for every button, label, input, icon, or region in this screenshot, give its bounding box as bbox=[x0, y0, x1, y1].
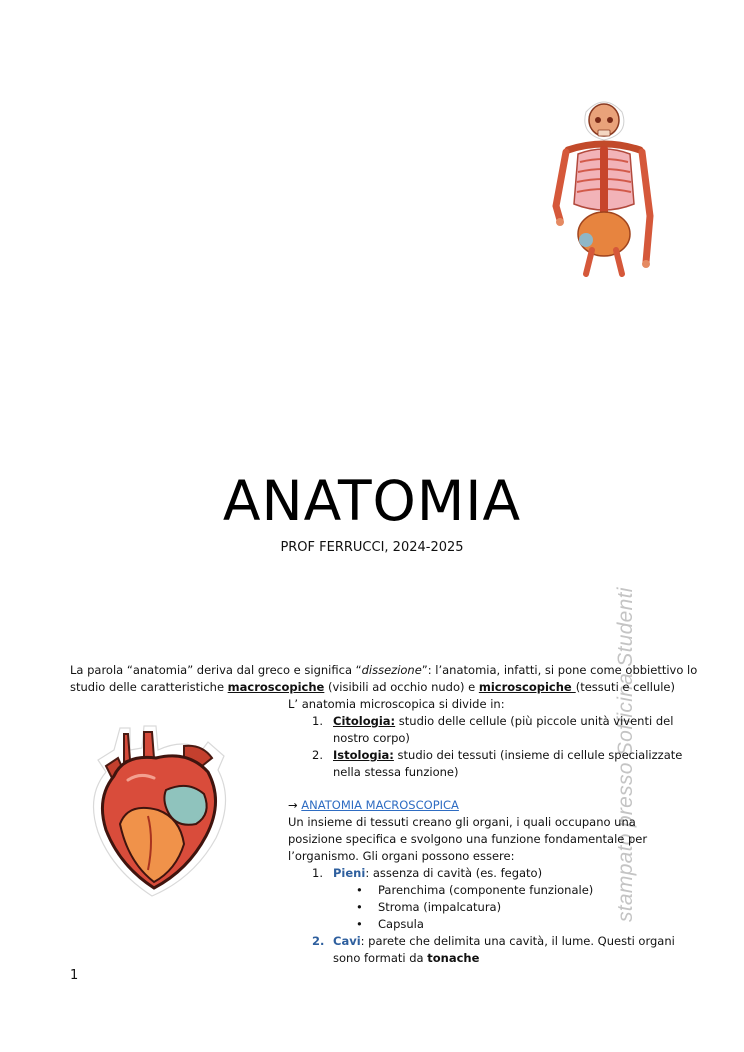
dissezione-term: dissezione bbox=[361, 663, 422, 677]
intro-text: (tessuti e cellule) bbox=[575, 680, 675, 694]
micro-item-1 bbox=[333, 713, 673, 730]
cavi-item bbox=[333, 933, 675, 950]
macro-paragraph-line-1: Un insieme di tessuti creano gli organi, i quali occupano una bbox=[288, 815, 636, 829]
intro-text: ”: l’anatomia, infatti, si pone come obbiettivo lo bbox=[421, 663, 698, 677]
istologia-term: Istologia: bbox=[333, 748, 394, 762]
micro-item-2-cont: nella stessa funzione) bbox=[333, 765, 459, 779]
pieni-number: 1. bbox=[312, 866, 323, 880]
cavi-number: 2. bbox=[312, 934, 325, 948]
bullet-icon: • bbox=[356, 900, 363, 914]
bullet-icon: • bbox=[356, 883, 363, 897]
macro-heading-line bbox=[288, 797, 459, 814]
citologia-term: Citologia: bbox=[333, 714, 396, 728]
bullet-icon: • bbox=[356, 917, 363, 931]
microscopiche-term: microscopiche bbox=[478, 680, 576, 694]
page-number: 1 bbox=[70, 968, 79, 983]
intro-line-2 bbox=[70, 679, 675, 696]
intro-text: La parola “anatomia” deriva dal greco e significa “ bbox=[70, 663, 362, 677]
intro-text: (visibili ad occhio nudo) e bbox=[324, 680, 479, 694]
macro-heading-link[interactable]: ANATOMIA MACROSCOPICA bbox=[301, 798, 459, 812]
intro-line-1 bbox=[70, 662, 697, 679]
macroscopiche-term: macroscopiche bbox=[227, 680, 325, 694]
arrow-right-icon: → bbox=[288, 798, 302, 812]
micro-item-1-cont: nostro corpo) bbox=[333, 731, 410, 745]
micro-intro: L’ anatomia microscopica si divide in: bbox=[288, 697, 505, 711]
intro-text: studio delle caratteristiche bbox=[70, 680, 228, 694]
bullet-item: Parenchima (componente funzionale) bbox=[378, 883, 594, 897]
watermark-text: stampato presso Sofficina Studenti bbox=[614, 587, 637, 922]
anatomical-heart-illustration bbox=[84, 720, 234, 902]
page-subtitle: PROF FERRUCCI, 2024-2025 bbox=[280, 540, 464, 555]
macro-paragraph-line-2: posizione specifica e svolgono una funzione fondamentale per bbox=[288, 832, 648, 846]
page-title: ANATOMIA bbox=[222, 469, 522, 533]
micro-item-text: studio dei tessuti (insieme di cellule specializzate bbox=[393, 748, 683, 762]
micro-item-2-number: 2. bbox=[312, 748, 323, 762]
pieni-term: Pieni bbox=[333, 866, 366, 880]
micro-item-1-number: 1. bbox=[312, 714, 323, 728]
tonache-term: tonache bbox=[427, 951, 480, 965]
micro-item-text: studio delle cellule (più piccole unità viventi del bbox=[395, 714, 674, 728]
cavi-text: sono formati da bbox=[333, 951, 428, 965]
cavi-term: Cavi bbox=[333, 934, 361, 948]
skeleton-organs-illustration bbox=[542, 98, 664, 278]
macro-paragraph-line-3: l’organismo. Gli organi possono essere: bbox=[288, 849, 515, 863]
bullet-item: Stroma (impalcatura) bbox=[378, 900, 502, 914]
pieni-item bbox=[333, 865, 542, 882]
cavi-item-cont bbox=[333, 950, 479, 967]
micro-item-2 bbox=[333, 747, 682, 764]
bullet-item: Capsula bbox=[378, 917, 424, 931]
pieni-text: : assenza di cavità (es. fegato) bbox=[365, 866, 543, 880]
cavi-text: : parete che delimita una cavità, il lume. Questi organi bbox=[360, 934, 675, 948]
